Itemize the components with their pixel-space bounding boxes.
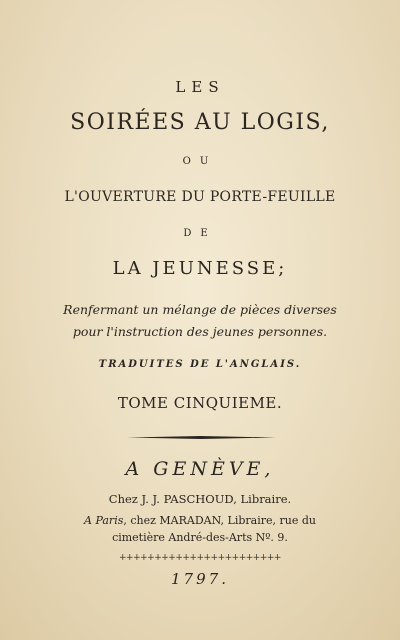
title-conjunction-ou: OU [182, 156, 218, 167]
paris-seller-rest: , chez MARADAN, Libraire, rue du [123, 514, 316, 527]
second-title: L'OUVERTURE DU PORTE-FEUILLE [64, 189, 336, 205]
main-title: SOIRÉES AU LOGIS, [70, 110, 330, 135]
ornamental-rule [126, 436, 276, 439]
paris-prefix: A Paris [84, 514, 124, 527]
subtitle-line-1: Renfermant un mélange de pièces diverses [63, 302, 337, 317]
publication-year: 1797. [171, 570, 229, 588]
title-word-les: LES [175, 78, 225, 96]
title-preposition-de: DE [183, 228, 217, 239]
paris-seller-line [0, 514, 400, 527]
third-title: LA JEUNESSE; [112, 258, 288, 279]
subtitle-line-2: pour l'instruction des jeunes personnes. [72, 324, 328, 339]
publisher-line: Chez J. J. PASCHOUD, Libraire. [108, 492, 292, 506]
translated-from-note: TRADUITES DE L'ANGLAIS. [98, 359, 302, 370]
imprint-place: A GENÈVE, [125, 458, 275, 480]
volume-label: TOME CINQUIEME. [117, 394, 283, 412]
paris-address-line: cimetière André-des-Arts Nº. 9. [112, 531, 288, 544]
ornament-row: +++++++++++++++++++++++ [119, 553, 281, 563]
